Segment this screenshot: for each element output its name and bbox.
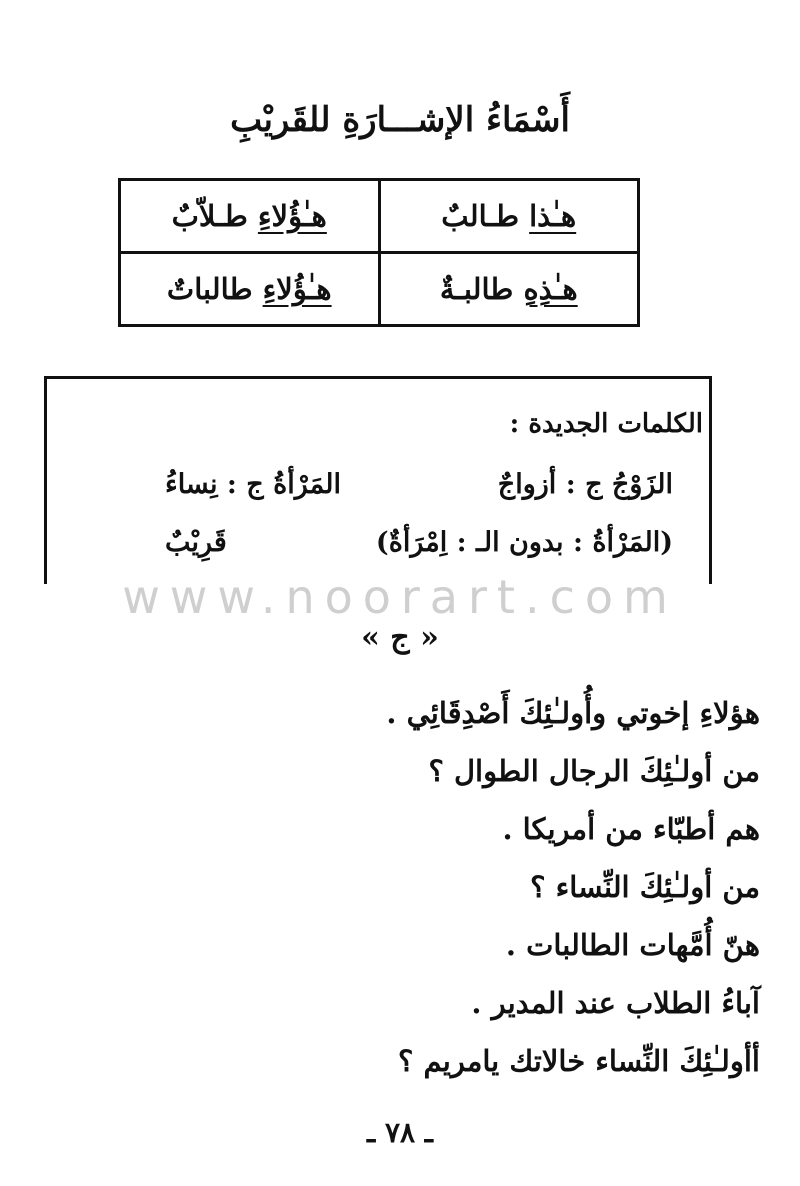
sentence: هنّ أُمَّهات الطالبات . — [505, 928, 760, 962]
demonstrative-word: هـٰذا — [529, 199, 577, 233]
sentence: أأولـٰئِكَ النِّساء خالاتك يامريم ؟ — [397, 1044, 760, 1078]
page-number: ـ ٧٨ ـ — [367, 1116, 433, 1149]
table-row — [120, 180, 639, 253]
noun-word: طـلاّبٌ — [171, 199, 258, 233]
demonstrative-word: هـٰذِهِ — [523, 272, 578, 306]
table-cell — [379, 180, 639, 253]
noun-word: طالبـةٌ — [439, 272, 524, 306]
watermark: www.noorart.com — [122, 570, 678, 624]
vocabulary-title: الكلمات الجديدة : — [509, 409, 703, 439]
table-cell — [120, 253, 380, 326]
sentence: من أولـٰئِكَ النِّساء ؟ — [530, 870, 760, 904]
sentence: هؤلاءِ إخوتي وأُولـٰئِكَ أَصْدِقَائِي . — [386, 696, 760, 730]
table-cell — [120, 180, 380, 253]
vocabulary-item: قَرِيْبٌ — [165, 527, 227, 558]
demonstratives-table — [118, 178, 640, 327]
vocabulary-item: الزَوْجُ ج : أزواجٌ — [497, 469, 673, 500]
vocabulary-item: المَرْأةُ ج : نِساءُ — [165, 469, 342, 500]
table-cell — [379, 253, 639, 326]
demonstrative-word: هـٰؤُلاءِ — [262, 272, 332, 306]
vocabulary-box — [44, 376, 712, 584]
lesson-title: أَسْمَاءُ الإشـــارَةِ للقَريْبِ — [230, 100, 570, 140]
table-row — [120, 253, 639, 326]
sentence: آباءُ الطلاب عند المدير . — [471, 986, 760, 1020]
sentence: من أولـٰئِكَ الرجال الطوال ؟ — [428, 754, 760, 788]
noun-word: طالباتٌ — [166, 272, 263, 306]
sentence-list — [40, 684, 760, 1090]
demonstrative-word: هـٰؤُلاءِ — [257, 199, 327, 233]
noun-word: طـالبٌ — [441, 199, 530, 233]
section-label: « ج » — [361, 620, 439, 655]
sentence: هم أطبّاء من أمريكا . — [502, 812, 760, 846]
vocabulary-item: (المَرْأةُ : بدون الـ : اِمْرَأةٌ) — [375, 527, 673, 558]
